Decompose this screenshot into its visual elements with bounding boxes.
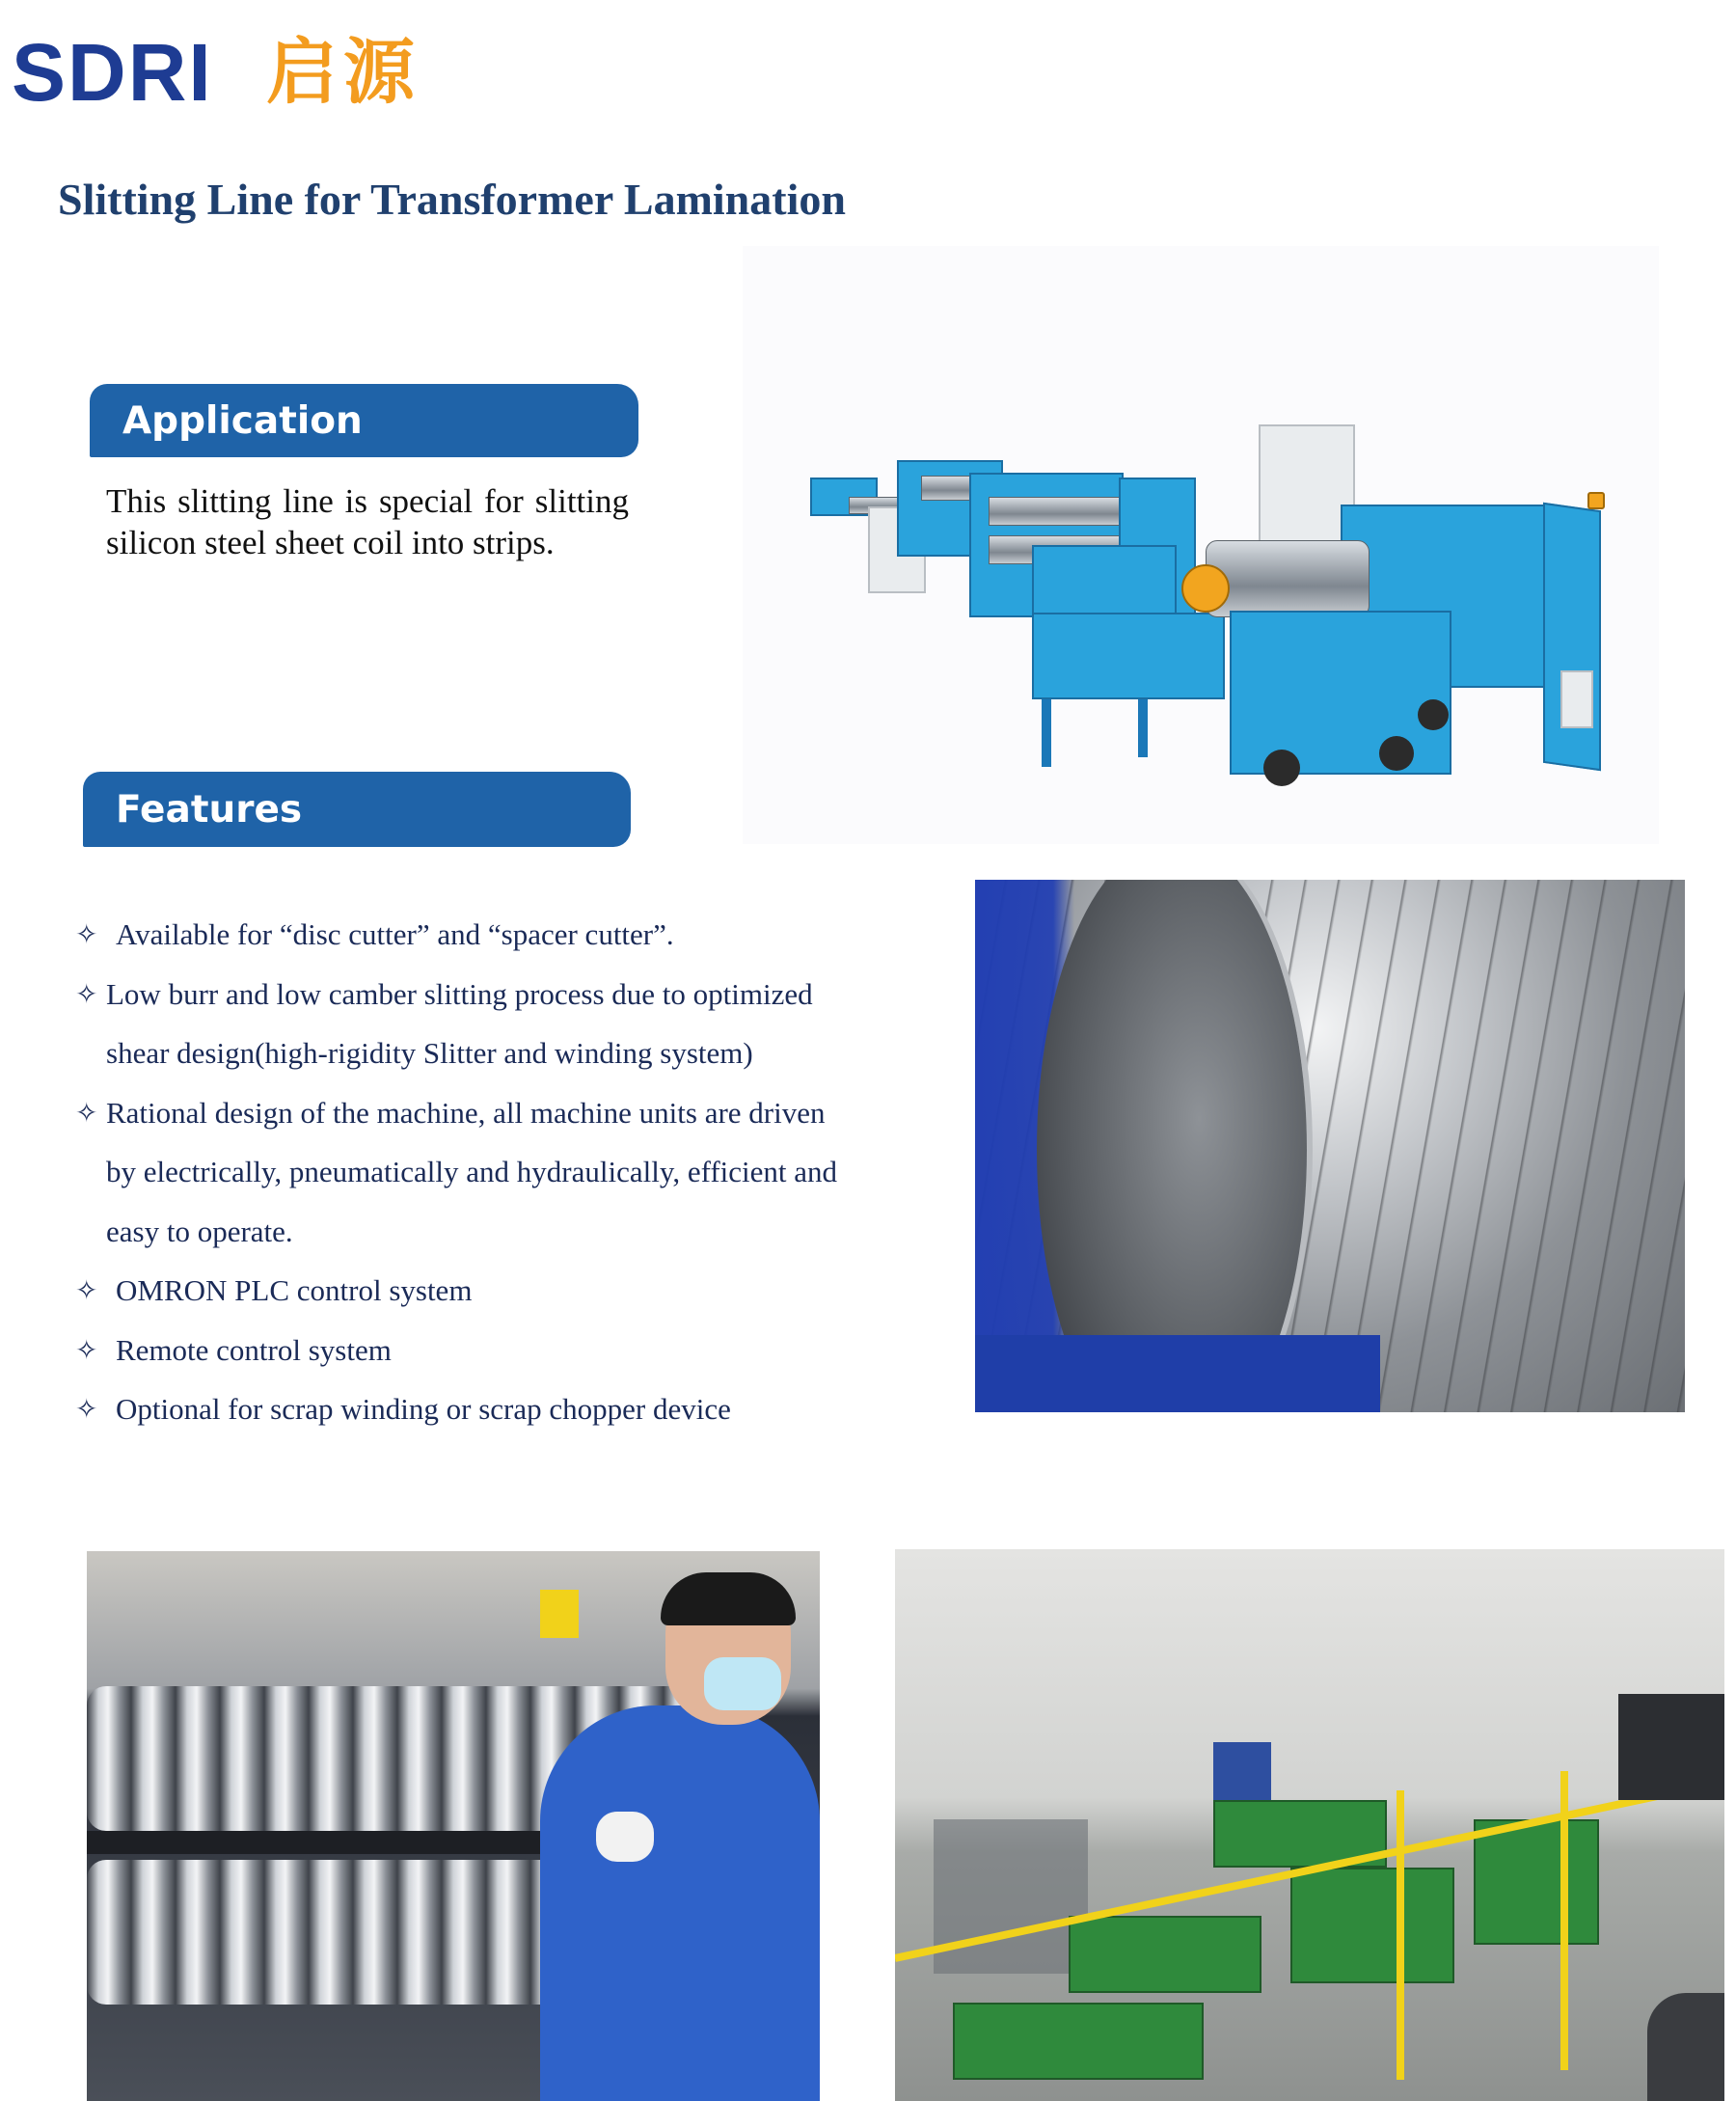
feature-text [106,905,943,965]
features-list [75,905,943,1439]
feature-line: shear design(high-rigidity Slitter and winding system) [106,1036,753,1070]
logo-sdri-text: SDRI [12,27,213,118]
feature-text [106,1083,943,1262]
star-bullet-icon: ✧ [75,977,98,1010]
star-bullet-icon: ✧ [75,1274,98,1306]
application-heading: Application [90,384,638,457]
steel-coil-closeup-photo [975,880,1685,1412]
feature-line: by electrically, pneumatically and hydraulically, efficient and [106,1155,838,1188]
slitting-line-machine-photo [743,246,1659,844]
star-bullet-icon: ✧ [75,1096,98,1129]
star-bullet-icon: ✧ [75,1333,98,1366]
feature-item [75,1379,943,1439]
feature-line: easy to operate. [106,1214,293,1248]
feature-line: Available for “disc cutter” and “spacer cutter”. [116,917,674,951]
feature-text [106,1321,943,1380]
feature-line: Low burr and low camber slitting process due to optimized [106,976,813,1011]
features-heading: Features [83,772,631,847]
star-bullet-icon: ✧ [75,918,98,950]
feature-line: Remote control system [116,1332,392,1367]
document-title: Slitting Line for Transformer Lamination [58,175,846,224]
star-bullet-icon: ✧ [75,1393,98,1425]
logo-chinese-text: 启源 [266,31,420,114]
feature-item [75,905,943,965]
feature-line: Rational design of the machine, all machine units are driven [106,1095,826,1130]
application-description: This slitting line is special for slitting silicon steel sheet coil into strips. [106,482,629,561]
feature-item [75,965,943,1083]
factory-installation-photo [895,1549,1724,2101]
feature-item [75,1083,943,1262]
feature-text [106,1379,943,1439]
feature-line: OMRON PLC control system [116,1273,473,1307]
feature-text [106,965,943,1083]
feature-item [75,1261,943,1321]
feature-text [106,1261,943,1321]
feature-line: Optional for scrap winding or scrap chopper device [116,1392,731,1426]
worker-slitter-knives-photo [87,1551,820,2101]
feature-item [75,1321,943,1380]
